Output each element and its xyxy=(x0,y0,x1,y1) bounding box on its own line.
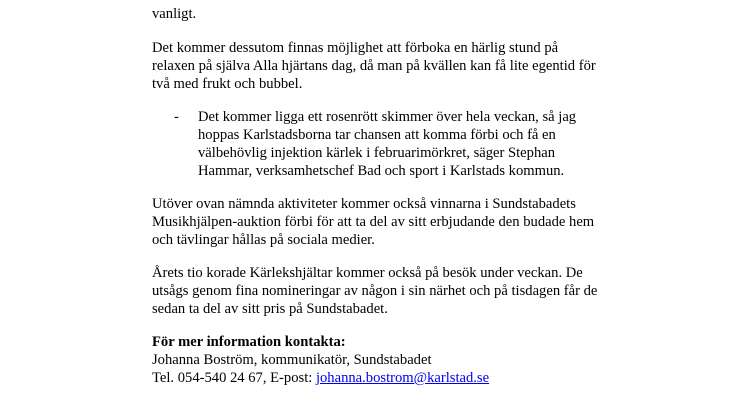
quote-line: Det kommer ligga ett rosenrött skimmer över hela veckan, så jag xyxy=(198,109,577,125)
quote-line: Hammar, verksamhetschef Bad och sport i Karlstads kommun. xyxy=(198,163,565,179)
quote-dash: - xyxy=(174,109,179,125)
contact-phone: Tel. 054-540 24 67, E-post: xyxy=(152,370,316,386)
email-link[interactable]: johanna.bostrom@karlstad.se xyxy=(315,370,490,386)
contact-heading: För mer information kontakta: xyxy=(152,334,346,350)
text-line: relaxen på själva Alla hjärtans dag, då man på kvällen kan få lite egentid för xyxy=(152,58,596,74)
contact-details xyxy=(152,369,489,387)
paragraph-1-last-line: vanligt. xyxy=(152,6,197,22)
text-line: utsågs genom fina nomineringar av någon i sin närhet och på tisdagen får de xyxy=(152,283,598,299)
text-line: Utöver ovan nämnda aktiviteter kommer också vinnarna i Sundstabadets xyxy=(152,196,576,212)
text-line: sedan ta del av sitt pris på Sundstabadet. xyxy=(152,301,388,317)
text-line: två med frukt och bubbel. xyxy=(152,76,303,92)
quote-line: hoppas Karlstadsborna tar chansen att komma förbi och få en xyxy=(198,127,556,143)
contact-name: Johanna Boström, kommunikatör, Sundstabadet xyxy=(152,352,432,368)
text-line: Årets tio korade Kärlekshjältar kommer också på besök under veckan. De xyxy=(152,265,583,281)
text-line: och tävlingar hållas på sociala medier. xyxy=(152,232,375,248)
text-line: Det kommer dessutom finnas möjlighet att förboka en härlig stund på xyxy=(152,40,559,56)
text-line: Musikhjälpen-auktion förbi för att ta del av sitt erbjudande den budade hem xyxy=(152,214,595,230)
quote-line: välbehövlig injektion kärlek i februarimörkret, säger Stephan xyxy=(198,145,556,161)
